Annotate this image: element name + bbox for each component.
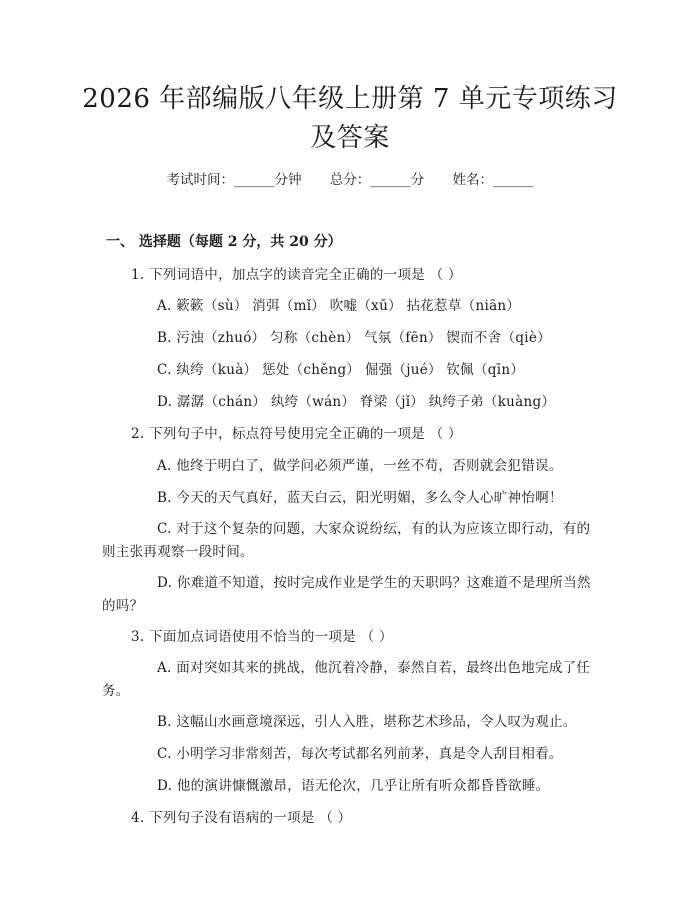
- question-3-option-d: D. 他的演讲慷慨激昂，语无伦次，几乎让所有听众都昏昏欲睡。: [157, 778, 550, 794]
- exam-name: 姓名：______: [452, 172, 534, 188]
- question-3-option-b: B. 这幅山水画意境深远，引人入胜，堪称艺术珍品，令人叹为观止。: [157, 714, 577, 730]
- question-2-option-a: A. 他终于明白了，做学问必须严谨，一丝不苟，否则就会犯错误。: [157, 458, 563, 474]
- question-2-stem: 2. 下列句子中，标点符号使用完全正确的一项是 （ ）: [131, 426, 462, 442]
- question-3-option-a-line-2: 务。: [102, 683, 130, 699]
- question-1-stem: 1. 下列词语中，加点字的读音完全正确的一项是 （ ）: [131, 267, 462, 283]
- question-3-stem: 3. 下面加点词语使用不恰当的一项是 （ ）: [131, 629, 393, 645]
- question-1-option-b: B. 污浊（zhuó） 匀称（chèn） 气氛（fēn） 锲而不舍（qiè）: [157, 330, 551, 346]
- exam-score: 总分：______分: [329, 172, 425, 188]
- exam-meta: [0, 168, 700, 188]
- exam-time: 考试时间：______分钟: [166, 172, 302, 188]
- question-2-option-d-line-1: D. 你难道不知道，按时完成作业是学生的天职吗？这难道不是理所当然: [157, 575, 591, 591]
- question-2-option-c-line-2: 则主张再观察一段时间。: [102, 544, 254, 560]
- title-line-2: 及答案: [310, 123, 390, 153]
- question-3-option-c: C. 小明学习非常刻苦，每次考试都名列前茅，真是令人刮目相看。: [157, 746, 563, 762]
- section-heading: 一、 选择题（每题 2 分，共 20 分）: [106, 234, 342, 250]
- question-1-option-c: C. 纨绔（kuà） 惩处（chěng） 倔强（jué） 钦佩（qīn）: [157, 362, 525, 378]
- title-line-1: 2026 年部编版八年级上册第 7 单元专项练习: [82, 84, 618, 114]
- question-1-option-d: D. 潺潺（chán） 纨绔（wán） 脊梁（jǐ） 纨绔子弟（kuàng）: [157, 394, 556, 410]
- question-2-option-b: B. 今天的天气真好，蓝天白云，阳光明媚，多么令人心旷神怡啊！: [157, 490, 563, 506]
- page-title: [60, 80, 640, 158]
- question-3-option-a-line-1: A. 面对突如其来的挑战，他沉着冷静，泰然自若，最终出色地完成了任: [157, 660, 591, 676]
- question-2-option-c-line-1: C. 对于这个复杂的问题，大家众说纷纭，有的认为应该立即行动，有的: [157, 521, 591, 537]
- question-2-option-d-line-2: 的吗？: [102, 598, 144, 614]
- question-4-stem: 4. 下列句子没有语病的一项是 （ ）: [131, 810, 352, 826]
- question-1-option-a: A. 簌簌（sù） 消弭（mǐ） 吹嘘（xū） 拈花惹草（niān）: [157, 298, 521, 314]
